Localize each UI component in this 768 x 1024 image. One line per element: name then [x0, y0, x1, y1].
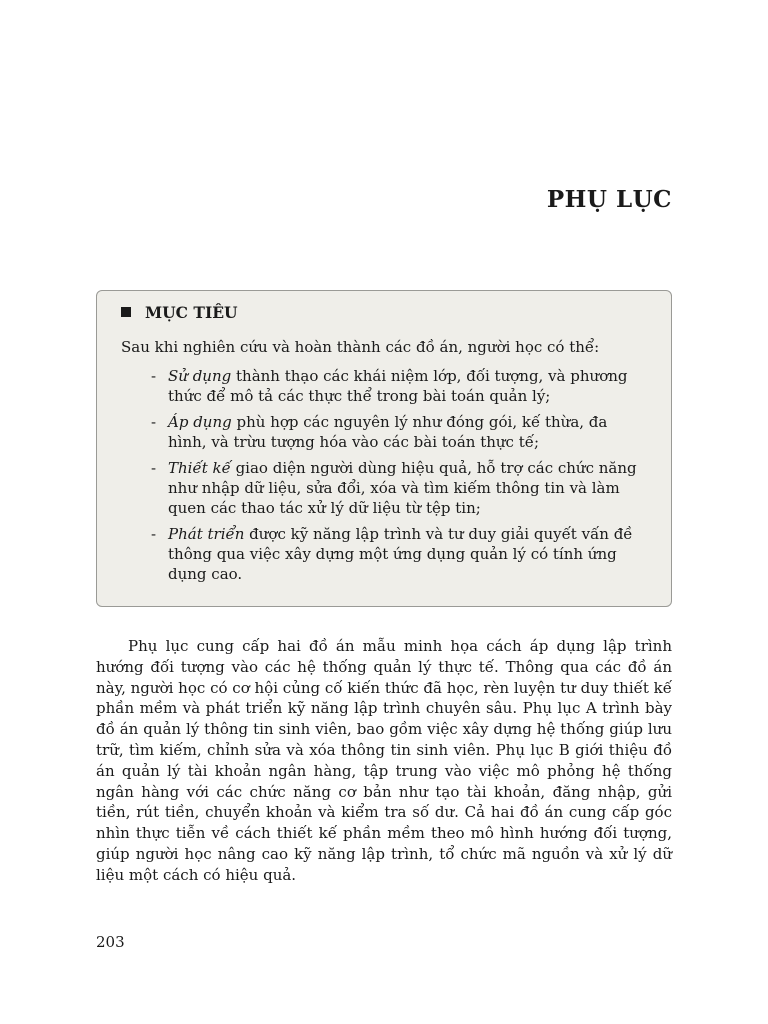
chapter-title: PHỤ LỤC	[546, 186, 672, 213]
objective-item	[121, 412, 647, 452]
objectives-intro: Sau khi nghiên cứu và hoàn thành các đồ án, người học có thể:	[121, 338, 600, 356]
objective-item	[121, 524, 647, 584]
objectives-heading: MỤC TIÊU	[145, 302, 238, 322]
body-paragraph: Phụ lục cung cấp hai đồ án mẫu minh họa cách áp dụng lập trình hướng đối tượng vào các hệ thống quản lý thực tế. Thông qua các đồ án này, người học có cơ hội củng cố kiến thức đã học, rèn luyện tư duy thiết kế phần mềm và phát triển kỹ năng lập trình chuyên sâu. Phụ lục A trình bày đồ án quản lý thông tin sinh viên, bao gồm việc xây dựng hệ thống giúp lưu trữ, tìm kiếm, chỉnh sửa và xóa thông tin sinh viên. Phụ lục B giới thiệu đồ án quản lý tài khoản ngân hàng, tập trung vào việc mô phỏng hệ thống ngân hàng với các chức năng cơ bản như tạo tài khoản, đăng nhập, gửi tiền, rút tiền, chuyển khoản và kiểm tra số dư. Cả hai đồ án cung cấp góc nhìn thực tiễn về cách thiết kế phần mềm theo mô hình hướng đối tượng, giúp người học nâng cao kỹ năng lập trình, tổ chức mã nguồn và xử lý dữ liệu một cách có hiệu quả.	[96, 637, 672, 884]
objectives-box	[96, 290, 672, 607]
objective-item	[121, 458, 647, 518]
objective-text: được kỹ năng lập trình và tư duy giải quyết vấn đề thông qua việc xây dựng một ứng dụng quản lý có tính ứng dụng cao.	[168, 525, 633, 583]
objectives-header	[121, 301, 647, 323]
dash-bullet: -	[151, 367, 157, 385]
objectives-list	[121, 366, 647, 584]
objective-text: thành thạo các khái niệm lớp, đối tượng, và phương thức để mô tả các thực thể trong bài toán quản lý;	[168, 367, 628, 405]
objective-text: giao diện người dùng hiệu quả, hỗ trợ các chức năng như nhập dữ liệu, sửa đổi, xóa và tìm kiếm thông tin và làm quen các thao tác xử lý dữ liệu từ tệp tin;	[168, 459, 637, 517]
objective-term: Thiết kế	[168, 459, 231, 477]
objective-text: phù hợp các nguyên lý như đóng gói, kế thừa, đa hình, và trừu tượng hóa vào các bài toán thực tế;	[168, 413, 608, 451]
dash-bullet: -	[151, 459, 157, 477]
objective-term: Phát triển	[168, 525, 245, 543]
objective-term: Áp dụng	[168, 413, 232, 431]
objective-term: Sử dụng	[168, 367, 232, 385]
dash-bullet: -	[151, 525, 157, 543]
square-bullet-icon	[121, 307, 131, 317]
objective-item	[121, 366, 647, 406]
dash-bullet: -	[151, 413, 157, 431]
page-number: 203	[96, 933, 125, 951]
